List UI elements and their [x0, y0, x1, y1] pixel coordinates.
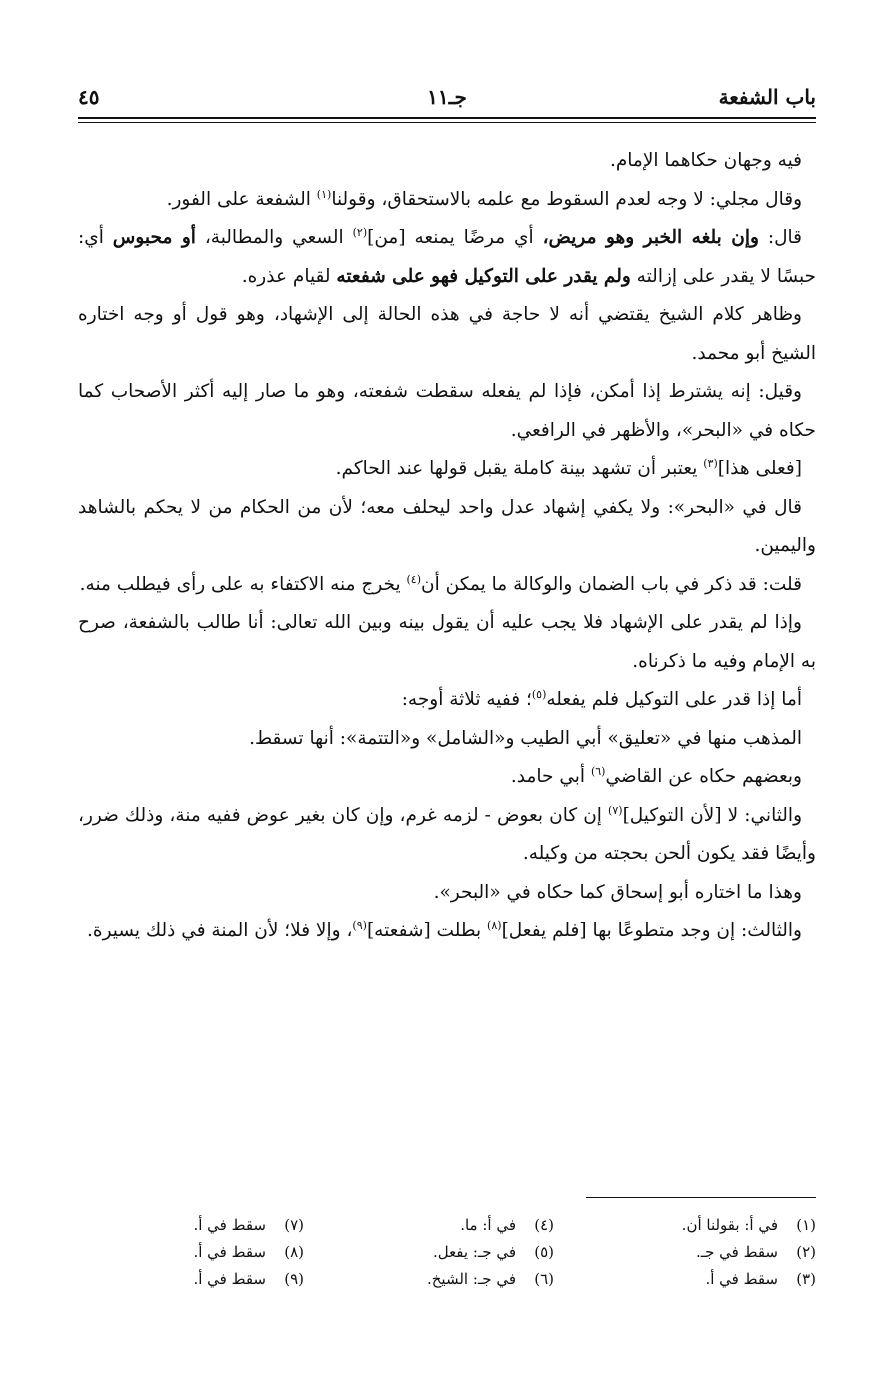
- header-rule-thin: [78, 122, 816, 123]
- paragraph: قال في «البحر»: ولا يكفي إشهاد عدل واحد ليحلف معه؛ لأن من الحكام من لا يحكم بالشاهد واليمين.: [78, 496, 816, 556]
- footnote-ref[interactable]: (٥): [531, 687, 547, 701]
- footnote-ref[interactable]: (٦): [590, 764, 606, 778]
- footnote-text: سقط في أ.: [193, 1216, 266, 1234]
- footnote-number: (٣): [796, 1270, 816, 1288]
- matn-text: أو محبوس: [112, 227, 196, 248]
- paragraph: وإذا لم يقدر على الإشهاد فلا يجب عليه أن يقول بينه وبين الله تعالى: أنا طالب بالشفعة، صرح به الإمام وفيه ما ذكرناه.: [78, 612, 816, 672]
- footnote: [64, 1239, 304, 1266]
- footnote-text: في جـ: يفعل.: [432, 1243, 516, 1261]
- paragraph: قلت: قد ذكر في باب الضمان والوكالة ما يمكن أن$^{(٤)}$ يخرج منه الاكتفاء به على رأى فيطلب منه.: [79, 572, 802, 595]
- footnote-ref[interactable]: (٤): [406, 572, 422, 586]
- footnote-text: في أ: ما.: [460, 1216, 516, 1234]
- matn-text: وإن بلغه الخبر وهو مريض،: [542, 227, 759, 248]
- footnote-number: (٥): [534, 1243, 554, 1261]
- paragraph: وهذا ما اختاره أبو إسحاق كما حكاه في «البحر».: [433, 881, 802, 903]
- footnote-text: في جـ: الشيخ.: [426, 1270, 516, 1288]
- paragraph: وظاهر كلام الشيخ يقتضي أنه لا حاجة في هذه الحالة إلى الإشهاد، وهو قول أو وجه اختاره الشيخ أبو محمد.: [78, 304, 816, 364]
- footnote-text: سقط في جـ.: [695, 1243, 778, 1261]
- footnote-text: في أ: بقولنا أن.: [681, 1216, 778, 1234]
- paragraph: المذهب منها في «تعليق» أبي الطيب و«الشامل» و«التتمة»: أنها تسقط.: [249, 727, 802, 749]
- paragraph: والثاني: لا [لأن التوكيل]$^{(٧)}$ إن كان بعوض - لزمه غرم، وإن كان بغير عوض ففيه منة، وذلك ضرر، وأيضًا فقد يكون ألحن بحجته من وكيله.: [78, 803, 816, 864]
- footnote-text: سقط في أ.: [193, 1243, 266, 1261]
- paragraph: والثالث: إن وجد متطوعًا بها [فلم يفعل]$^{(٨)}$ بطلت [شفعته]$^{(٩)}$، وإلا فلا؛ لأن المنة في ذلك يسيرة.: [87, 918, 802, 941]
- footnote-ref[interactable]: (٧): [608, 803, 623, 817]
- main-text: [78, 142, 816, 951]
- footnote-number: (٢): [796, 1243, 816, 1261]
- page-number: ٤٥: [78, 85, 100, 109]
- footnote-ref[interactable]: (٩): [352, 918, 367, 932]
- footnote-ref[interactable]: (٢): [352, 225, 368, 239]
- footnote: [576, 1212, 816, 1239]
- footnote-number: (٤): [534, 1216, 554, 1234]
- footnote: [64, 1212, 304, 1239]
- paragraph: قال: وإن بلغه الخبر وهو مريض، أي مرضًا يمنعه [من]$^{(٢)}$ السعي والمطالبة، أو محبوس أي: حبسًا لا يقدر على إزالته ولم يقدر على التوكيل فهو على شفعته لقيام عذره.: [78, 225, 816, 287]
- footnote-number: (١): [796, 1216, 816, 1234]
- footnote: [576, 1266, 816, 1293]
- footnote-number: (٧): [284, 1216, 304, 1234]
- footnote: [314, 1239, 554, 1266]
- footnote-ref[interactable]: (٨): [487, 918, 502, 932]
- footnote-ref[interactable]: (١): [316, 187, 332, 201]
- paragraph: أما إذا قدر على التوكيل فلم يفعله$^{(٥)}$؛ ففيه ثلاثة أوجه:: [401, 687, 802, 710]
- volume-label: جـ١١: [427, 85, 467, 109]
- footnote: [64, 1266, 304, 1293]
- paragraph: وبعضهم حكاه عن القاضي$^{(٦)}$ أبي حامد.: [510, 764, 802, 787]
- footnote: [576, 1239, 816, 1266]
- footnote-column: [64, 1212, 304, 1293]
- footnote-text: سقط في أ.: [193, 1270, 266, 1288]
- matn-text: ولم يقدر على التوكيل فهو على شفعته: [336, 265, 631, 287]
- footnote: [314, 1212, 554, 1239]
- footnote-number: (٨): [284, 1243, 304, 1261]
- footnote-ref[interactable]: (٣): [703, 456, 718, 470]
- paragraph: وقيل: إنه يشترط إذا أمكن، فإذا لم يفعله سقطت شفعته، وهو ما صار إليه أكثر الأصحاب كما حكاه في «البحر»، والأظهر في الرافعي.: [78, 381, 816, 441]
- footnote: [314, 1266, 554, 1293]
- footnote-text: سقط في أ.: [705, 1270, 778, 1288]
- paragraph: [فعلى هذا]$^{(٣)}$ يعتبر أن تشهد بينة كاملة يقبل قولها عند الحاكم.: [335, 456, 802, 479]
- footnote-number: (٩): [284, 1270, 304, 1288]
- footnote-number: (٦): [534, 1270, 554, 1288]
- footnote-separator: [586, 1197, 816, 1198]
- footnote-column: [576, 1212, 816, 1293]
- running-header: [78, 82, 816, 112]
- paragraph: وقال مجلي: لا وجه لعدم السقوط مع علمه بالاستحقاق، وقولنا$^{(١)}$ الشفعة على الفور.: [166, 187, 802, 210]
- chapter-title: باب الشفعة: [718, 85, 816, 109]
- header-rule-thick: [78, 117, 816, 119]
- paragraph: فيه وجهان حكاهما الإمام.: [609, 150, 802, 171]
- footnote-column: [314, 1212, 554, 1293]
